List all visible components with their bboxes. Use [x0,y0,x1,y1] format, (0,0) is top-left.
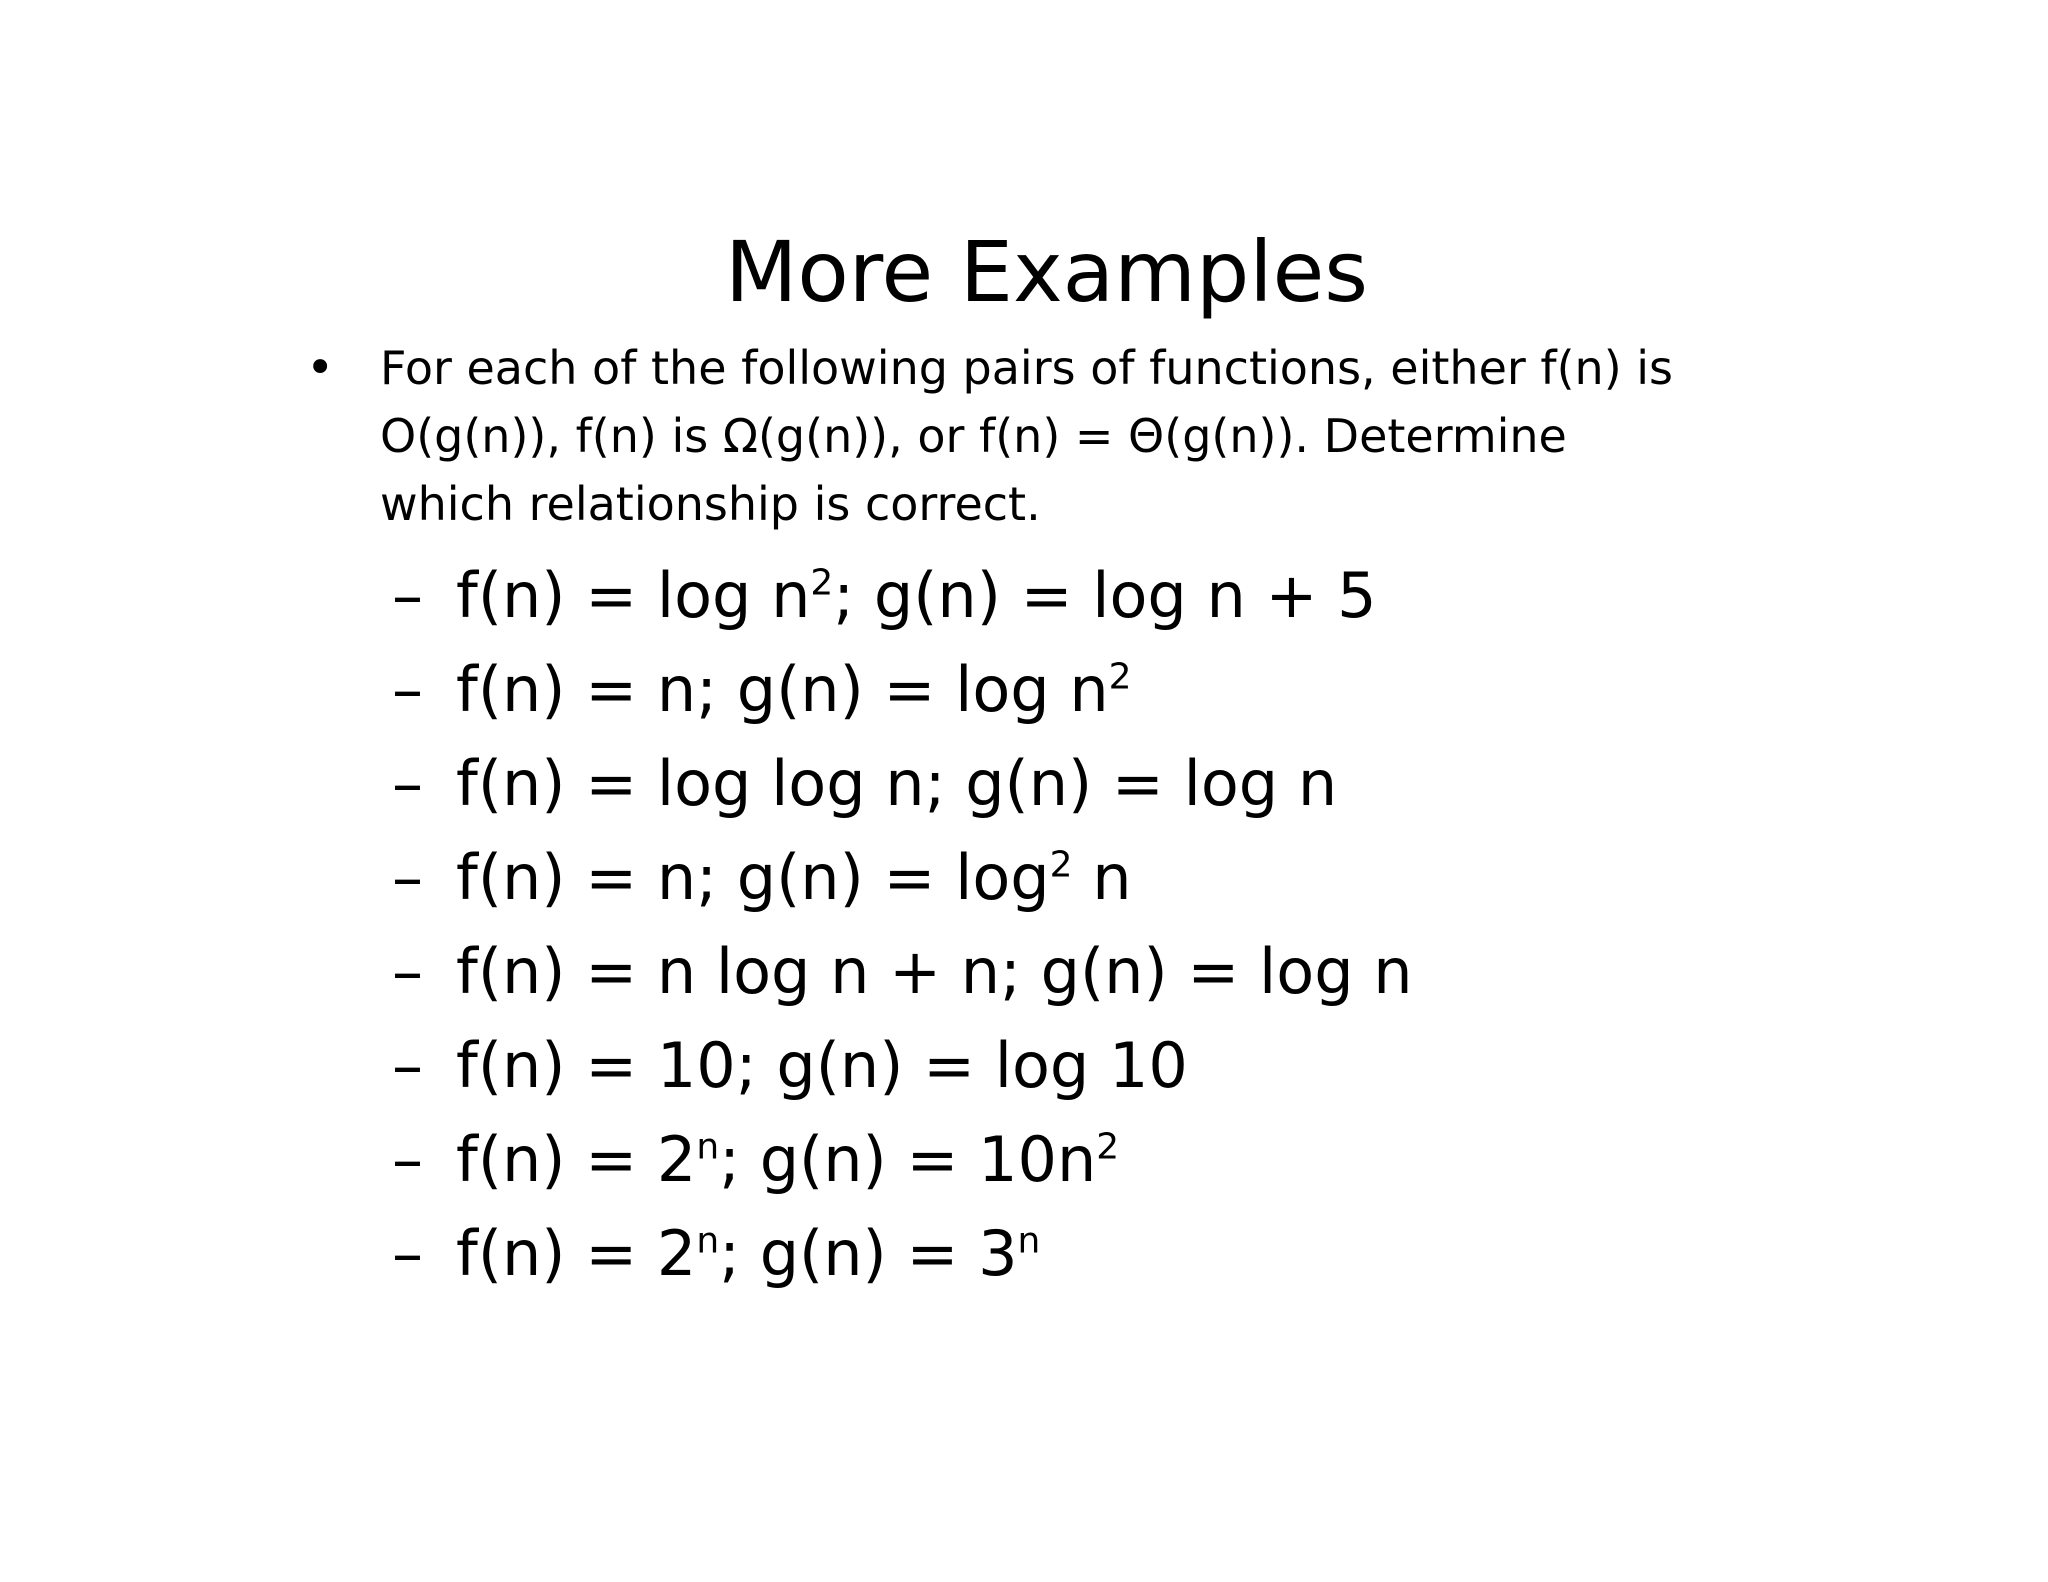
superscript: n [696,1126,720,1168]
function-pair-expression [456,1029,1188,1102]
function-pair-item [392,1112,1413,1206]
intro-text: For each of the following pairs of functions, either f(n) is O(g(n)), f(n) is Ω(g(n)), or f(n) = Θ(g(n)). Determine which relationship is correct. [380,341,1674,531]
dash-marker: – [392,840,423,914]
function-pair-expression [456,747,1337,820]
dash-marker: – [392,746,423,820]
dash-marker: – [392,652,423,726]
function-pair-expression [456,935,1413,1008]
dash-marker: – [392,1122,423,1196]
function-pair-item [392,548,1413,642]
superscript: 2 [1096,1126,1120,1168]
expression-text: f(n) = 2 [456,1122,697,1196]
function-pair-expression [456,559,1377,632]
expression-text: f(n) = n log n + n; g(n) = log n [456,934,1413,1008]
superscript: n [1017,1220,1041,1262]
expression-text: n [1072,840,1132,914]
function-pair-item [392,1018,1413,1112]
superscript: 2 [810,562,834,604]
expression-text: ; g(n) = log n + 5 [833,558,1377,632]
function-pair-expression [456,841,1132,914]
function-pair-item [392,830,1413,924]
slide-title: More Examples [724,223,1369,321]
function-pair-expression [456,653,1132,726]
expression-text: f(n) = n; g(n) = log [456,840,1050,914]
dash-marker: – [392,558,423,632]
expression-text: f(n) = n; g(n) = log n [456,652,1109,726]
function-pair-expression [456,1123,1119,1196]
function-pairs-list [392,548,1413,1300]
dash-marker: – [392,1028,423,1102]
dash-marker: – [392,934,423,1008]
expression-text: f(n) = 2 [456,1216,697,1290]
dash-marker: – [392,1216,423,1290]
bullet-marker: • [306,340,335,396]
expression-text: f(n) = log log n; g(n) = log n [456,746,1338,820]
function-pair-item [392,1206,1413,1300]
function-pair-item [392,736,1413,830]
function-pair-expression [456,1217,1040,1290]
function-pair-item [392,642,1413,736]
expression-text: ; g(n) = 3 [719,1216,1018,1290]
expression-text: f(n) = 10; g(n) = log 10 [456,1028,1188,1102]
expression-text: ; g(n) = 10n [719,1122,1097,1196]
superscript: 2 [1049,844,1073,886]
expression-text: f(n) = log n [456,558,811,632]
function-pair-item [392,924,1413,1018]
superscript: 2 [1108,656,1132,698]
superscript: n [696,1220,720,1262]
